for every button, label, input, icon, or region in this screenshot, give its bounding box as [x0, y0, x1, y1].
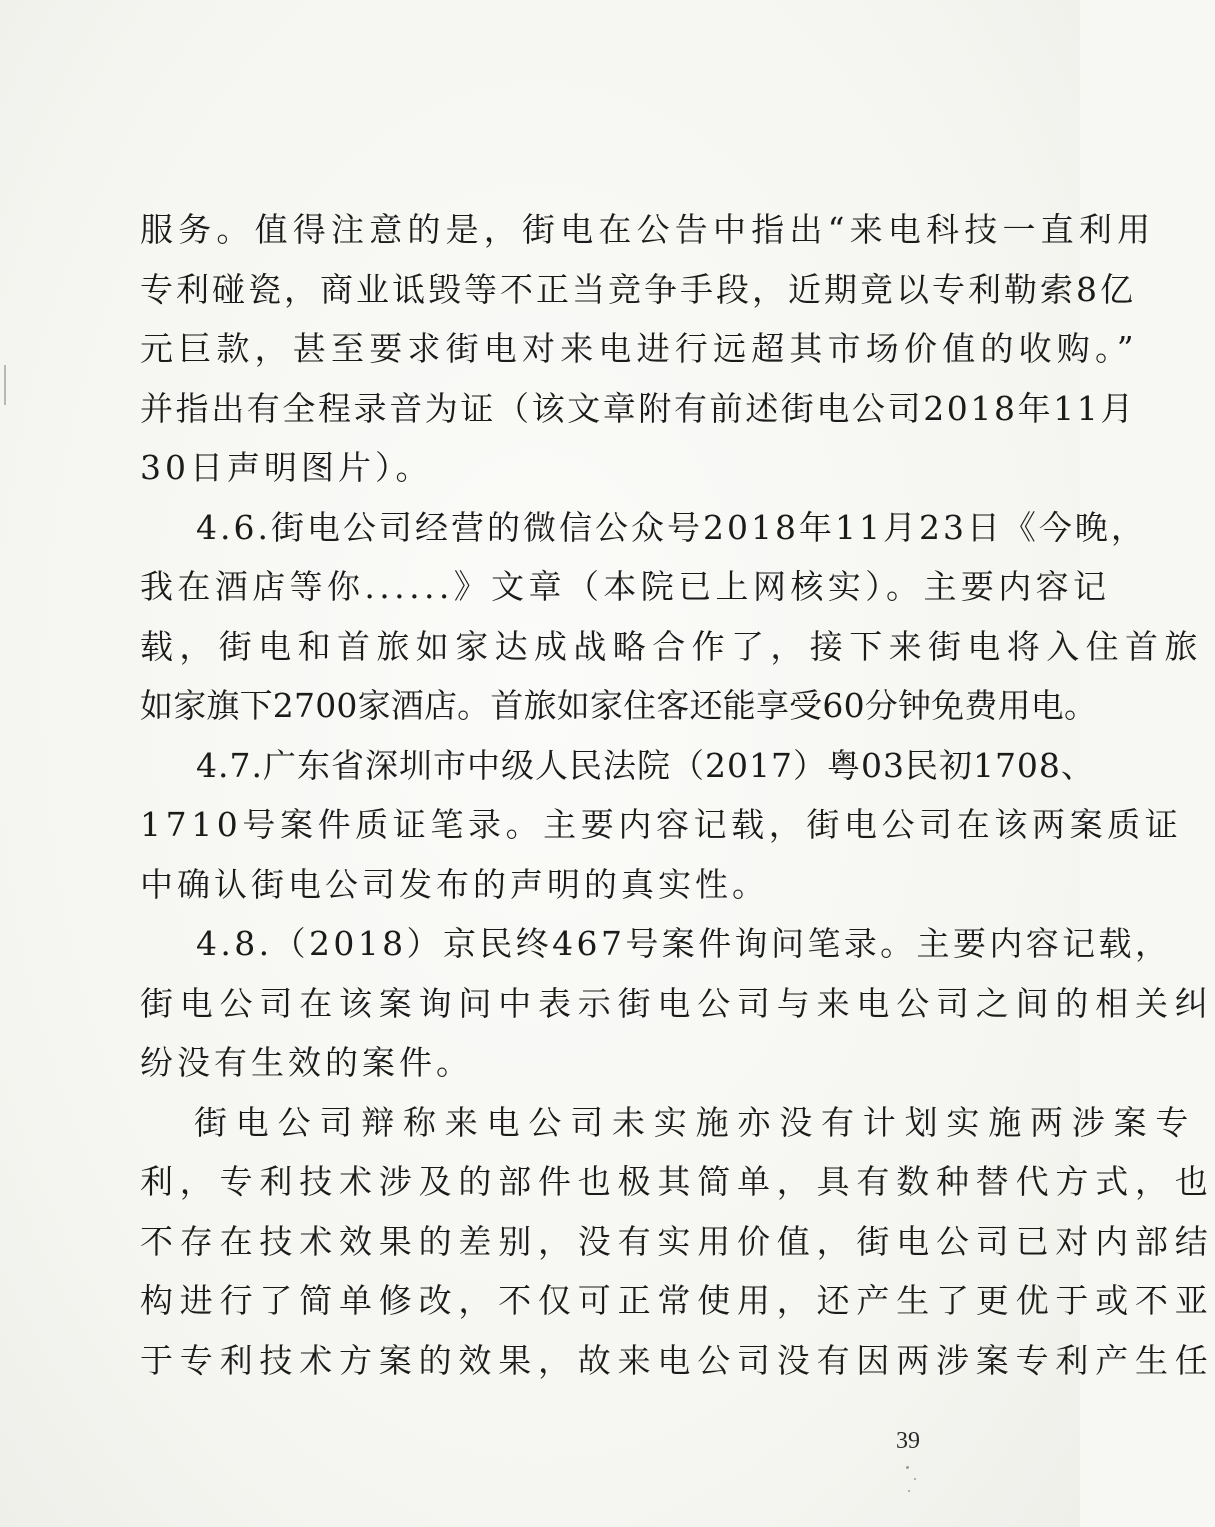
document-body [140, 200, 1215, 1390]
scan-speck [908, 1490, 910, 1492]
paragraph-4-7: 4.7.广东省深圳市中级人民法院（2017）粤03民初1708、 [196, 745, 1095, 785]
text-line: 载，街电和首旅如家达成战略合作了，接下来街电将入住首旅 [140, 626, 1204, 666]
text-line: 如家旗下2700家酒店。首旅如家住客还能享受60分钟免费用电。 [140, 686, 1098, 725]
paragraph-4-8: 4.8.（2018）京民终467号案件询问笔录。主要内容记载， [196, 924, 1172, 963]
text-line: 构进行了简单修改，不仅可正常使用，还产生了更优于或不亚 [140, 1281, 1215, 1320]
paragraph-defense: 街电公司辩称来电公司未实施亦没有计划实施两涉案专 [194, 1102, 1198, 1142]
text-line: 我在酒店等你......》文章（本院已上网核实）。主要内容记 [140, 567, 1111, 606]
text-line: 1710号案件质证笔录。主要内容记载，街电公司在该两案质证 [140, 805, 1183, 844]
scan-mark [4, 365, 6, 405]
scan-speck [914, 1478, 916, 1480]
text-line: 并指出有全程录音为证（该文章附有前述街电公司2018年11月 [140, 388, 1136, 428]
text-line: 服务。值得注意的是，街电在公告中指出“来电科技一直利用 [140, 210, 1156, 249]
text-line: 中确认街电公司发布的声明的真实性。 [140, 864, 769, 904]
text-line: 纷没有生效的案件。 [140, 1043, 473, 1082]
text-line: 于专利技术方案的效果，故来电公司没有因两涉案专利产生任 [140, 1340, 1215, 1380]
text-line: 街电公司在该案询问中表示街电公司与来电公司之间的相关纠 [140, 983, 1215, 1023]
text-line: 元巨款，甚至要求街电对来电进行远超其市场价值的收购。” [140, 329, 1139, 368]
scan-speck [906, 1466, 909, 1469]
paragraph-4-6: 4.6.街电公司经营的微信公众号2018年11月23日《今晚， [196, 507, 1147, 547]
page-number: 39 [896, 1428, 920, 1454]
text-line: 利，专利技术涉及的部件也极其简单，具有数种替代方式，也 [140, 1162, 1215, 1201]
text-line: 不存在技术效果的差别，没有实用价值，街电公司已对内部结 [140, 1221, 1215, 1261]
text-line: 专利碰瓷，商业诋毁等不正当竞争手段，近期竟以专利勒索8亿 [140, 269, 1136, 309]
text-line: 30日声明图片）。 [140, 448, 433, 487]
